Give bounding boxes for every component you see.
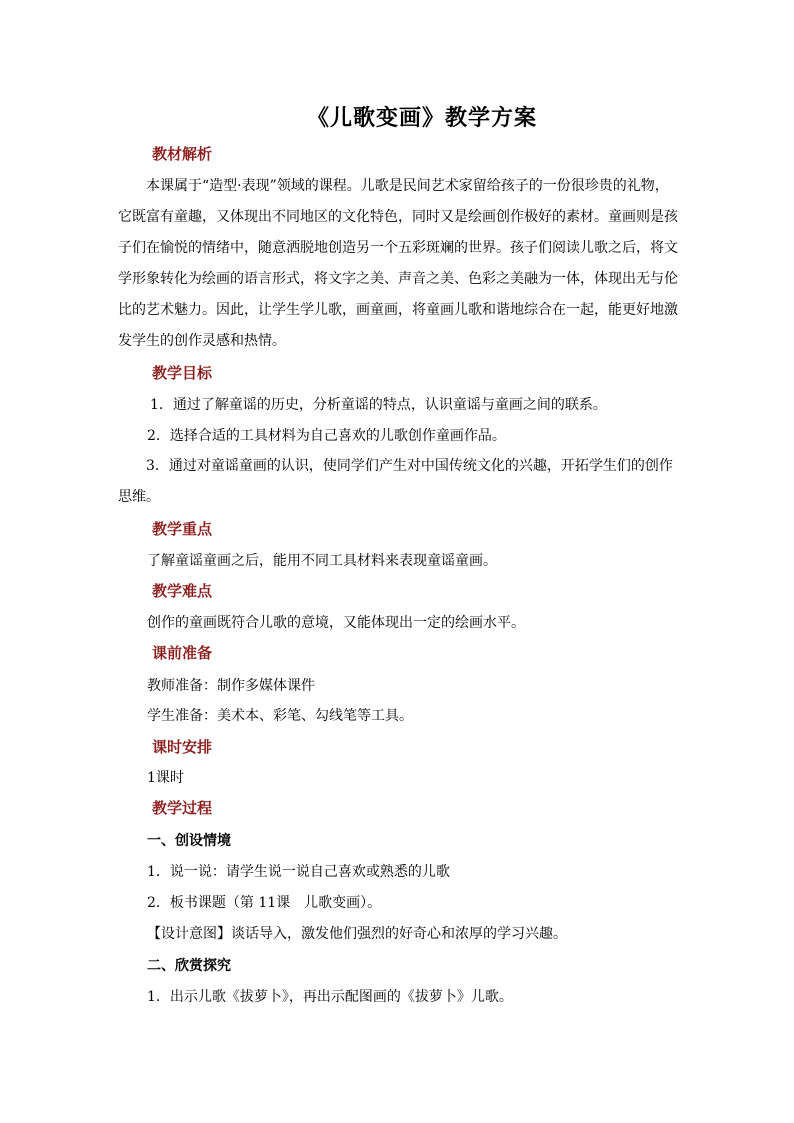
document-title: 《儿歌变画》教学方案 bbox=[306, 105, 537, 131]
process-part-1-item-2: 2．板书课题（第 11课 儿歌变画）。 bbox=[147, 895, 382, 911]
teacher-preparation: 教师准备：制作多媒体课件 bbox=[147, 678, 315, 694]
process-part-1-item-1: 1．说一说：请学生说一说自己喜欢或熟悉的儿歌 bbox=[147, 864, 450, 880]
heading-textbook-analysis: 教材解析 bbox=[152, 145, 213, 163]
goal-item-3: 3．通过对童谣童画的认识，使同学们产生对中国传统文化的兴趣，开拓学生们的创作思维。 bbox=[118, 458, 673, 505]
student-preparation: 学生准备：美术本、彩笔、勾线笔等工具。 bbox=[147, 708, 413, 724]
goal-item-1: 1．通过了解童谣的历史，分析童谣的特点，认识童谣与童画之间的联系。 bbox=[150, 397, 607, 413]
textbook-analysis-body: 本课属于“造型·表现”领域的课程。儿歌是民间艺术家留给孩子的一份很珍贵的礼物，它既富有童趣，又体现出不同地区的文化特色，同时又是绘画创作极好的素材。童画则是孩子们在愉悦的情绪中，随意洒脱地创造另一个五彩斑斓的世界。孩子们阅读儿歌之后，将文学形象转化为绘画的语言形式，将文字之美、声音之美、色彩之美融为一体，体现出无与伦比的艺术魅力。因此，让学生学儿歌，画童画，将童画儿歌和谐地综合在一起，能更好地激发学生的创作灵感和热情。 bbox=[118, 178, 678, 349]
difficulties-body: 创作的童画既符合儿歌的意境，又能体现出一定的绘画水平。 bbox=[147, 615, 525, 631]
process-part-1-title: 一、创设情境 bbox=[147, 833, 231, 849]
heading-key-points: 教学重点 bbox=[152, 520, 213, 538]
heading-teaching-process: 教学过程 bbox=[152, 799, 213, 817]
heading-teaching-goals: 教学目标 bbox=[152, 364, 213, 382]
heading-schedule: 课时安排 bbox=[152, 738, 213, 756]
heading-difficulties: 教学难点 bbox=[152, 582, 213, 600]
key-points-body: 了解童谣童画之后，能用不同工具材料来表现童谣童画。 bbox=[147, 553, 497, 569]
process-part-2-title: 二、欣赏探究 bbox=[147, 958, 231, 974]
goal-item-2: 2．选择合适的工具材料为自己喜欢的儿歌创作童画作品。 bbox=[147, 428, 506, 444]
schedule-body: 1课时 bbox=[147, 770, 184, 786]
heading-preparation: 课前准备 bbox=[152, 644, 213, 662]
process-part-1-design-intent: 【设计意图】谈话导入，激发他们强烈的好奇心和浓厚的学习兴趣。 bbox=[147, 926, 567, 942]
process-part-2-item-1: 1．出示儿歌《拔萝卜》，再出示配图画的《拔萝卜》儿歌。 bbox=[147, 989, 513, 1005]
